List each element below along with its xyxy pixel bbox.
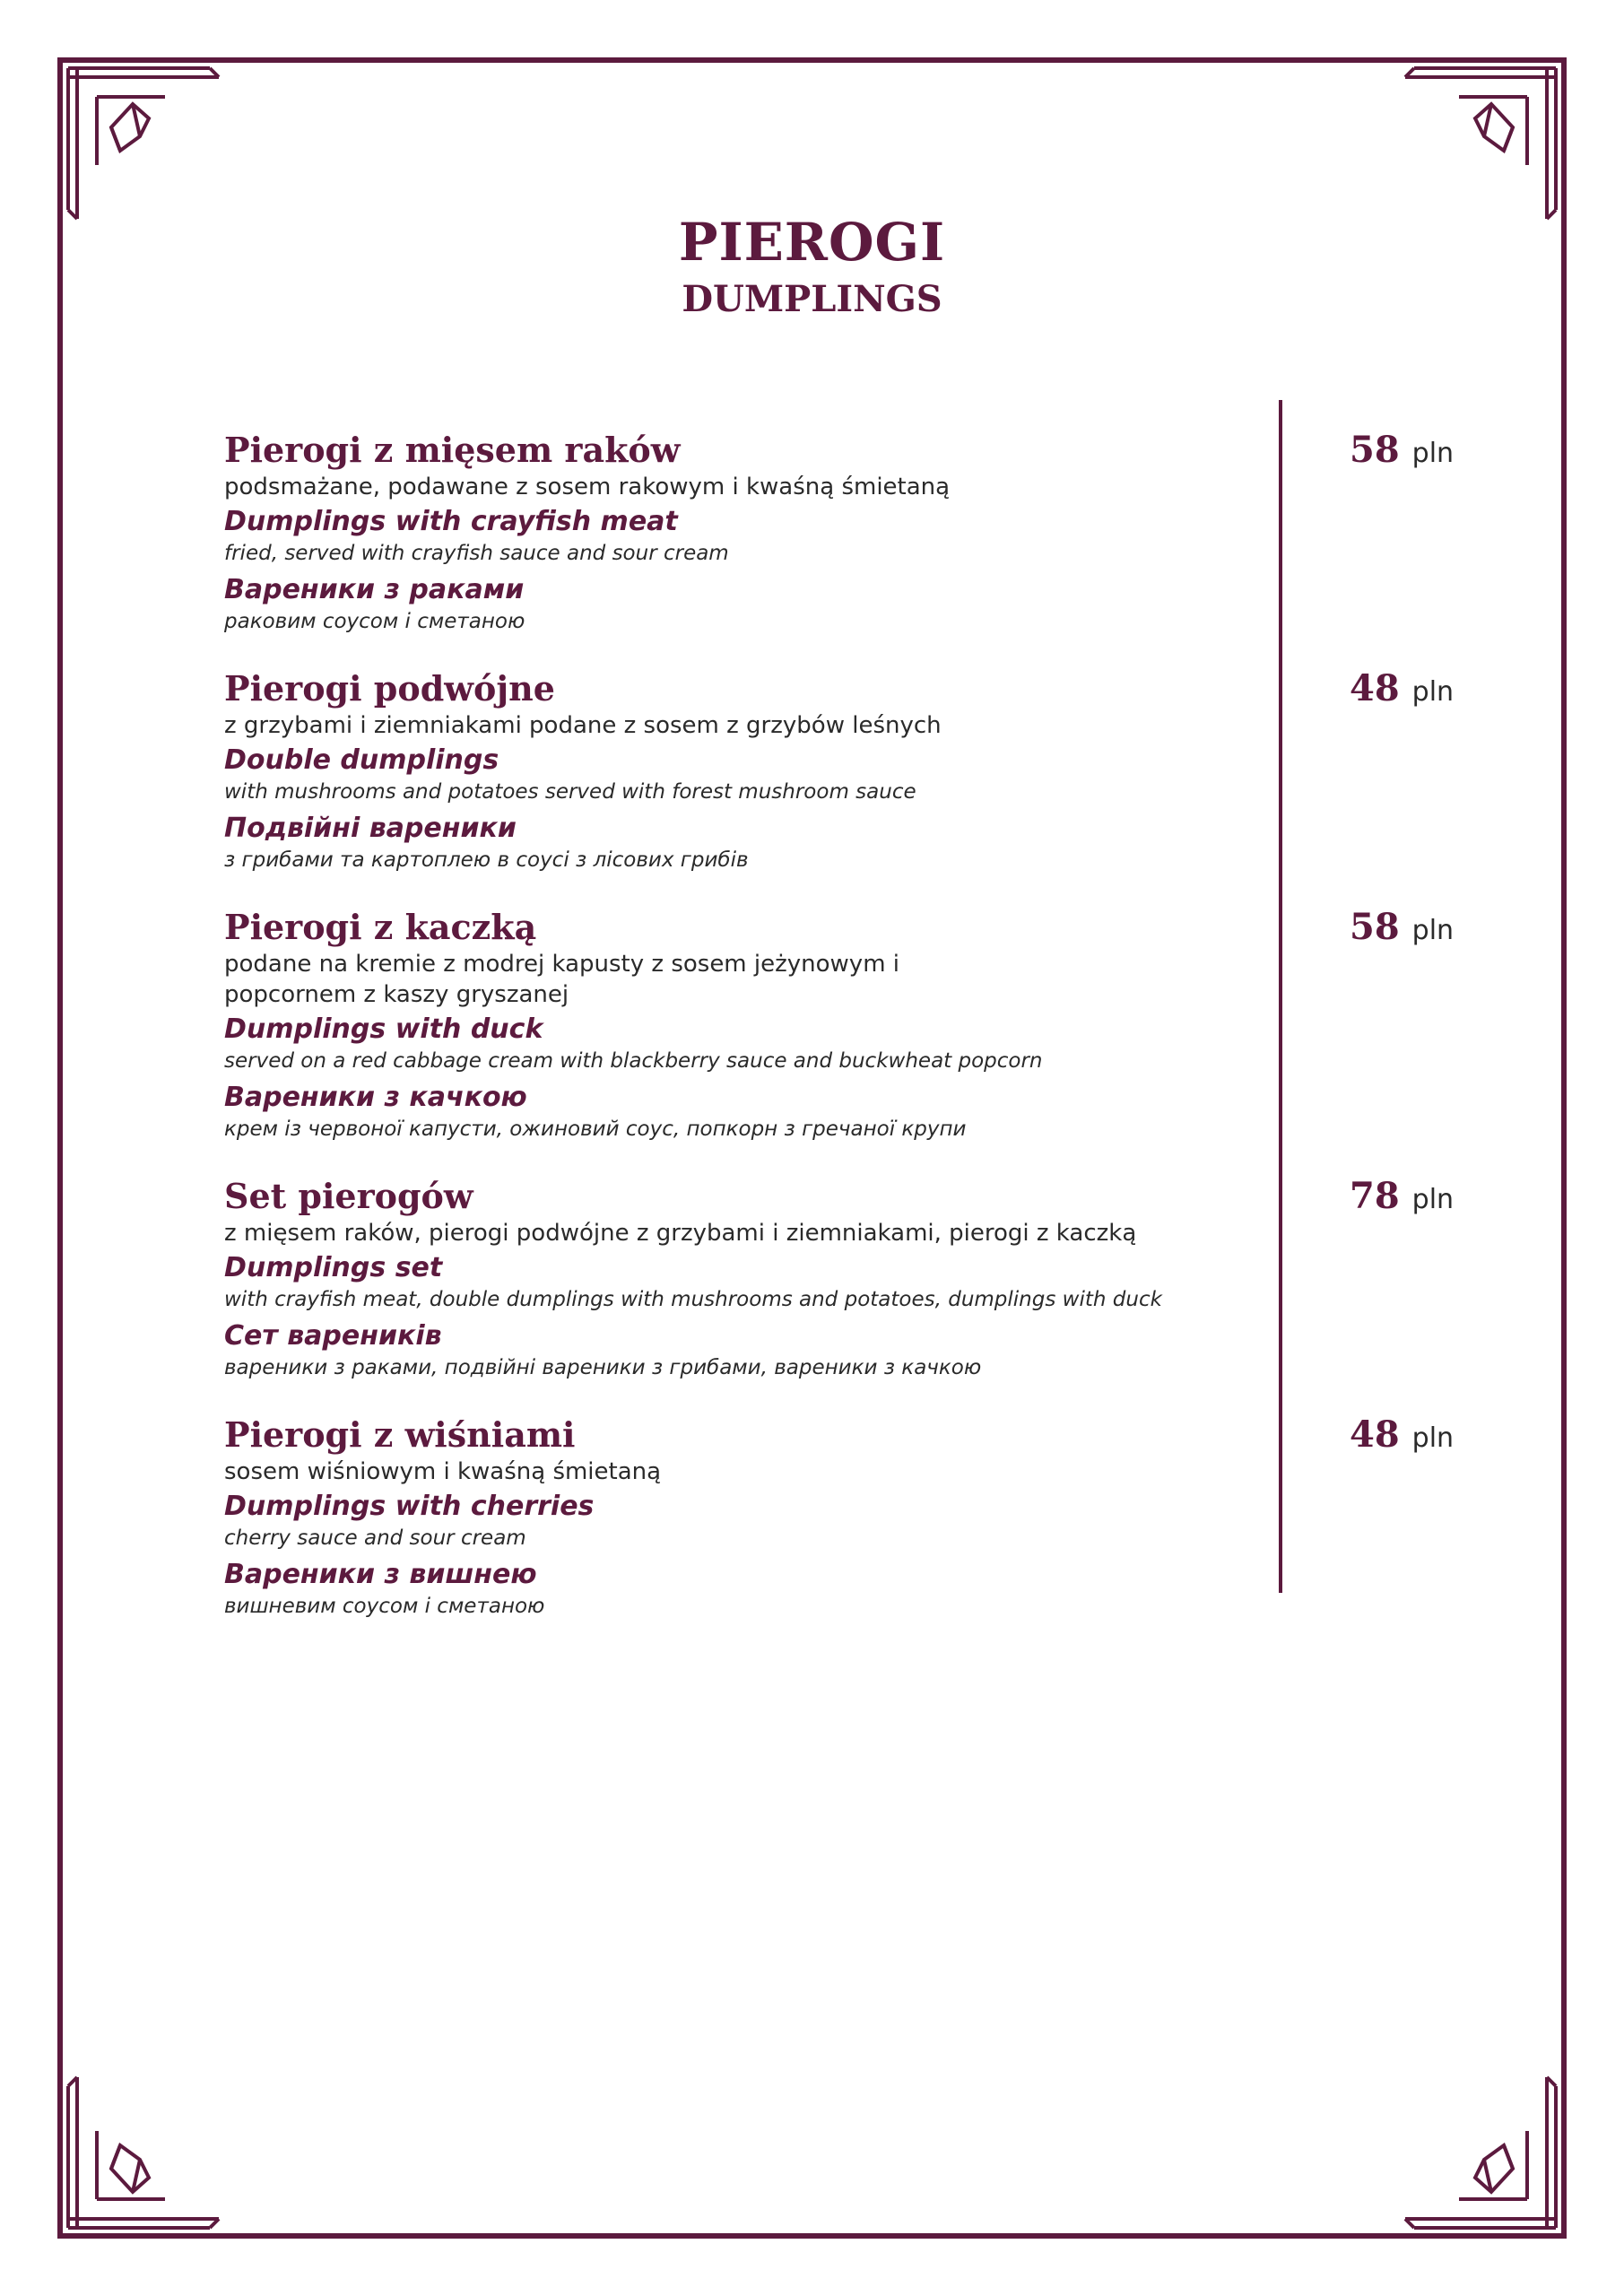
item-description-ua: з грибами та картоплею в соусі з лісових грибів [224,848,749,872]
item-price [1350,667,1454,718]
item-description-en: cherry sauce and sour cream [224,1526,526,1550]
price-unit: pln [1411,676,1455,708]
corner-ornament-icon [57,57,228,228]
menu-item [224,667,1569,874]
menu-item [224,1175,1569,1381]
menu-item [224,1413,1569,1620]
page-subtitle: DUMPLINGS [682,278,942,320]
item-description-en: with crayfish meat, double dumplings with mushrooms and potatoes, dumplings with duck [224,1288,1162,1311]
item-price [1350,1413,1454,1465]
price-value: 78 [1350,1175,1400,1217]
item-description-pl: sosem wiśniowym i kwaśną śmietaną [224,1458,662,1485]
item-description-pl: podane na kremie z modrej kapusty z sosem jeżynowym i popcornem z kaszy gryszanej [224,951,900,1008]
corner-ornament-icon [1396,2068,1567,2239]
item-name-en: Double dumplings [224,744,499,776]
item-name-en: Dumplings with crayfish meat [224,506,678,537]
item-name-en: Dumplings set [224,1252,443,1283]
menu-item [224,906,1569,1143]
item-name-pl: Pierogi z kaczką [224,907,537,947]
price-unit: pln [1411,1184,1455,1215]
item-description-en: with mushrooms and potatoes served with forest mushroom sauce [224,780,916,804]
item-name-ua: Подвійні вареники [224,813,517,844]
page-title: PIEROGI [678,212,946,273]
menu-item [224,429,1569,635]
item-name-pl: Pierogi z wiśniami [224,1414,576,1455]
price-value: 48 [1350,1413,1400,1456]
item-name-pl: Pierogi z mięsem raków [224,430,681,470]
price-value: 58 [1350,906,1400,948]
item-name-ua: Вареники з раками [224,574,525,605]
item-description-ua: вареники з раками, подвійні вареники з грибами, вареники з качкою [224,1356,982,1379]
item-name-ua: Вареники з качкою [224,1082,527,1113]
menu-items-list [224,429,1569,1652]
item-description-ua: вишневим соусом і сметаною [224,1595,545,1618]
item-description-en: served on a red cabbage cream with blackberry sauce and buckwheat popcorn [224,1049,1043,1073]
price-unit: pln [1411,915,1455,946]
item-name-pl: Pierogi podwójne [224,668,555,709]
item-name-ua: Вареники з вишнею [224,1559,537,1590]
item-name-en: Dumplings with cherries [224,1491,595,1522]
price-value: 58 [1350,429,1400,471]
item-description-en: fried, served with crayfish sauce and sour cream [224,542,729,565]
price-unit: pln [1411,1422,1455,1454]
item-name-en: Dumplings with duck [224,1013,543,1045]
item-price [1350,1175,1454,1226]
item-price [1350,906,1454,957]
price-value: 48 [1350,667,1400,709]
item-name-ua: Сет вареників [224,1320,442,1352]
item-description-ua: раковим соусом і сметаною [224,610,525,633]
item-description-pl: podsmażane, podawane z sosem rakowym i kwaśną śmietaną [224,474,951,500]
price-unit: pln [1411,438,1455,469]
item-description-pl: z grzybami i ziemniakami podane z sosem z grzybów leśnych [224,712,942,739]
item-description-pl: z mięsem raków, pierogi podwójne z grzybami i ziemniakami, pierogi z kaczką [224,1220,1137,1247]
item-name-pl: Set pierogów [224,1176,473,1216]
corner-ornament-icon [1396,57,1567,228]
item-description-ua: крем із червоної капусти, ожиновий соус, попкорн з гречаної крупи [224,1118,967,1141]
item-price [1350,429,1454,480]
corner-ornament-icon [57,2068,228,2239]
